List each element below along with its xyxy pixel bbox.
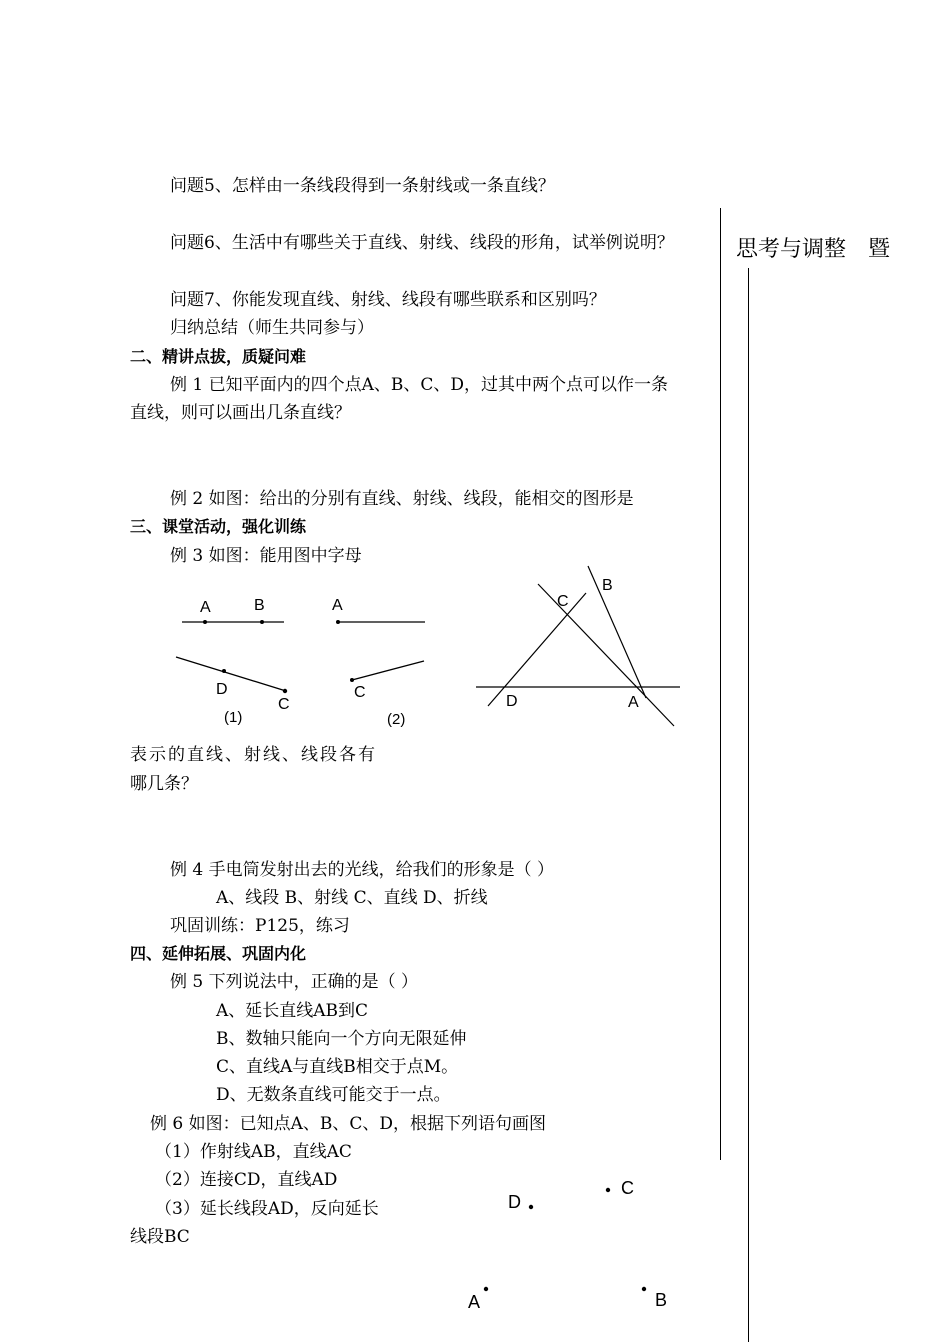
summary: 归纳总结（师生共同参与） bbox=[170, 318, 374, 338]
example-4-options: A、线段 B、射线 C、直线 D、折线 bbox=[216, 888, 488, 908]
example-5-option-b: B、数轴只能向一个方向无限延伸 bbox=[216, 1029, 467, 1049]
label-a: A bbox=[628, 694, 639, 711]
caption-panel-2: (2) bbox=[387, 711, 406, 728]
example-6-step-1: （1）作射线AB，直线AC bbox=[155, 1142, 352, 1162]
example-3-line-3: 哪几条？ bbox=[130, 774, 198, 794]
example-6-step-3: （3）延长线段AD，反向延长 bbox=[155, 1199, 379, 1219]
label-a-panel-1: A bbox=[200, 599, 211, 616]
point-c-panel-2 bbox=[350, 678, 354, 682]
ray-c-panel-2 bbox=[352, 661, 424, 680]
figure-four-points bbox=[468, 1178, 700, 1312]
practice: 巩固训练：P125，练习 bbox=[170, 916, 350, 936]
example-1-line-1: 例 1 已知平面内的四个点A、B、C、D，过其中两个点可以作一条 bbox=[170, 375, 669, 395]
example-3-line-2: 表示的直线、射线、线段各有 bbox=[130, 745, 377, 765]
section-2-heading: 二、精讲点拔，质疑问难 bbox=[130, 347, 307, 366]
point-a bbox=[484, 1287, 488, 1291]
figure-intersecting-lines bbox=[470, 560, 690, 730]
line-dc bbox=[488, 593, 586, 706]
line-ba bbox=[588, 566, 646, 698]
example-6-step-3-cont: 线段BC bbox=[130, 1227, 190, 1247]
point-b bbox=[642, 1287, 646, 1291]
label-d-panel-1: D bbox=[216, 681, 228, 698]
label-b-panel-1: B bbox=[254, 597, 265, 614]
point-a-panel-1 bbox=[203, 620, 207, 624]
label-b: B bbox=[602, 577, 613, 594]
side-title: 思考与调整 暨 bbox=[736, 237, 891, 262]
example-4: 例 4 手电筒发射出去的光线，给我们的形象是（ ） bbox=[170, 860, 555, 880]
example-6: 例 6 如图：已知点A、B、C、D，根据下列语句画图 bbox=[150, 1114, 547, 1134]
point-d-panel-1 bbox=[222, 669, 226, 673]
example-5-option-d: D、无数条直线可能交于一点。 bbox=[216, 1085, 451, 1105]
side-column-border bbox=[748, 268, 749, 1342]
example-1-line-2: 直线，则可以画出几条直线？ bbox=[130, 403, 351, 423]
example-2: 例 2 如图：给出的分别有直线、射线、线段，能相交的图形是 bbox=[170, 489, 634, 509]
point-c bbox=[606, 1188, 610, 1192]
point-c-panel-1 bbox=[283, 689, 287, 693]
section-3-heading: 三、课堂活动，强化训练 bbox=[130, 517, 307, 536]
point-b-panel-1 bbox=[260, 620, 264, 624]
section-4-heading: 四、延伸拓展、巩固内化 bbox=[130, 944, 307, 963]
label-c: C bbox=[557, 593, 569, 610]
point-a-panel-2 bbox=[336, 620, 340, 624]
label-c-panel-2: C bbox=[354, 684, 366, 701]
column-divider bbox=[720, 208, 721, 1160]
segment-dc-panel-1 bbox=[176, 657, 286, 691]
label-b: B bbox=[655, 1290, 668, 1310]
example-3: 例 3 如图：能用图中字母 bbox=[170, 546, 362, 566]
label-a: A bbox=[468, 1292, 481, 1312]
question-6-clip bbox=[170, 232, 720, 254]
caption-panel-1: (1) bbox=[224, 709, 243, 726]
question-5: 问题5、怎样由一条线段得到一条射线或一条直线？ bbox=[170, 176, 555, 196]
label-d: D bbox=[506, 693, 518, 710]
example-6-step-2: （2）连接CD，直线AD bbox=[155, 1170, 338, 1190]
question-7: 问题7、你能发现直线、射线、线段有哪些联系和区别吗？ bbox=[170, 290, 606, 310]
label-c-panel-1: C bbox=[278, 696, 290, 713]
label-c: C bbox=[621, 1178, 634, 1198]
question-6: 问题6、生活中有哪些关于直线、射线、线段的形角，试举例说明？ bbox=[170, 233, 674, 253]
point-d bbox=[529, 1205, 533, 1209]
example-5-option-c: C、直线A与直线B相交于点M。 bbox=[216, 1057, 459, 1077]
label-d: D bbox=[508, 1192, 521, 1212]
label-a-panel-2: A bbox=[332, 597, 343, 614]
example-5-option-a: A、延长直线AB到C bbox=[216, 1001, 369, 1021]
figure-lines-rays bbox=[170, 590, 430, 730]
example-5: 例 5 下列说法中，正确的是（ ） bbox=[170, 972, 419, 992]
